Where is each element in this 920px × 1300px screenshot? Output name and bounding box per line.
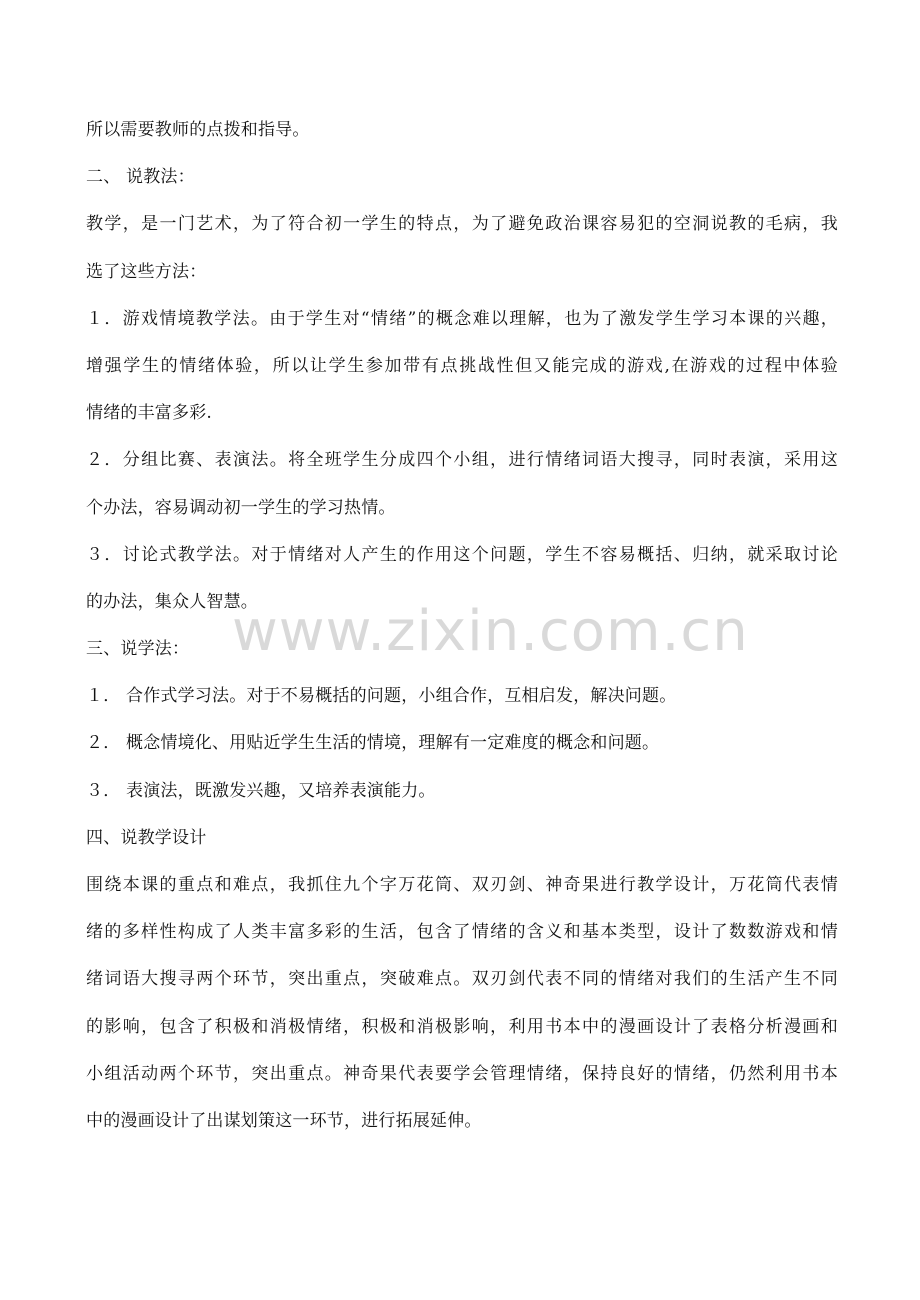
list-item-line: ２． 概念情境化、用贴近学生生活的情境，理解有一定难度的概念和问题。 [86,733,660,754]
list-item-line: 增强学生的情绪体验，所以让学生参加带有点挑战性但又能完成的游戏,在游戏的过程中体验 [86,355,838,376]
text-line: 教学，是一门艺术，为了符合初一学生的特点，为了避免政治课容易犯的空洞说教的毛病，我 [86,214,838,235]
section-heading: 三、说学法： [86,639,190,660]
text-line: 的影响，包含了积极和消极情绪，积极和消极影响，利用书本中的漫画设计了表格分析漫画和 [86,1016,838,1037]
text-line: 所以需要教师的点拨和指导。 [86,120,310,140]
list-item-line: １． 合作式学习法。对于不易概括的问题，小组合作，互相启发，解决问题。 [86,686,677,707]
list-item-line: １．游戏情境教学法。由于学生对“情绪”的概念难以理解，也为了激发学生学习本课的兴趣， [86,308,838,329]
list-item-line: ３．讨论式教学法。对于情绪对人产生的作用这个问题，学生不容易概括、归纳，就采取讨论 [86,544,838,565]
text-line: 绪词语大搜寻两个环节，突出重点，突破难点。双刃剑代表不同的情绪对我们的生活产生不同 [86,969,838,990]
watermark-text: www.zixin.com.cn [232,599,749,664]
list-item-line: ２．分组比赛、表演法。将全班学生分成四个小组，进行情绪词语大搜寻，同时表演，采用这 [86,450,838,471]
list-item-line: ３． 表演法，既激发兴趣，又培养表演能力。 [86,780,436,801]
text-line: 围绕本课的重点和难点，我抓住九个字万花筒、双刃剑、神奇果进行教学设计，万花筒代表情 [86,875,838,895]
text-line: 中的漫画设计了出谋划策这一环节，进行拓展延伸。 [86,1110,482,1131]
text-line: 选了这些方法： [86,261,207,282]
text-line: 绪的多样性构成了人类丰富多彩的生活，包含了情绪的含义和基本类型，设计了数数游戏和情 [86,922,838,943]
list-item-line: 情绪的丰富多彩. [86,403,213,424]
text-line: 小组活动两个环节，突出重点。神奇果代表要学会管理情绪，保持良好的情绪，仍然利用书本 [86,1063,838,1084]
section-heading: 二、 说教法： [86,167,195,188]
section-heading: 四、说教学设计 [86,827,207,848]
list-item-line: 的办法，集众人智慧。 [86,591,258,612]
list-item-line: 个办法，容易调动初一学生的学习热情。 [86,497,396,518]
